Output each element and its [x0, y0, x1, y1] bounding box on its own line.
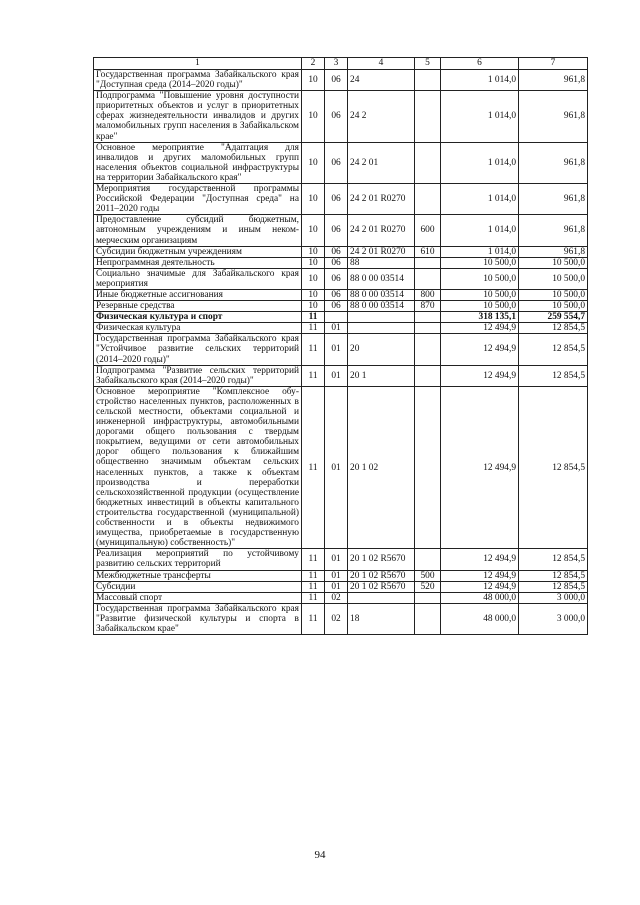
- column-header: 3: [325, 58, 348, 70]
- row-name-cell: Основное мероприятие "Адаптация для инвалидов и других маломобильных групп населения объектов социальной инфраструктуры на территории Забайкальского края": [94, 142, 302, 183]
- page-number: 94: [314, 849, 326, 861]
- expense-type-cell: [415, 365, 441, 386]
- section-code-cell: 10: [302, 91, 325, 142]
- column-header: 6: [441, 58, 519, 70]
- row-name-cell: Резервные средства: [94, 301, 302, 312]
- expense-type-cell: 500: [415, 570, 441, 581]
- amount-col7-cell: 12 854,5: [519, 549, 588, 570]
- target-article-cell: 24 2: [348, 91, 415, 142]
- section-code-cell: 10: [302, 246, 325, 257]
- amount-col7-cell: 12 854,5: [519, 323, 588, 334]
- amount-col6-cell: 48 000,0: [441, 592, 519, 603]
- budget-table: [93, 57, 588, 635]
- expense-type-cell: [415, 603, 441, 634]
- target-article-cell: 20 1: [348, 365, 415, 386]
- expense-type-cell: [415, 184, 441, 215]
- subsection-code-cell: [325, 312, 348, 323]
- column-header: 1: [94, 58, 302, 70]
- table-row: [94, 549, 588, 570]
- subsection-code-cell: 06: [325, 70, 348, 91]
- table-row: [94, 70, 588, 91]
- row-name-cell: Субсидии бюджетным учреждениям: [94, 246, 302, 257]
- expense-type-cell: 800: [415, 289, 441, 300]
- subsection-code-cell: 01: [325, 323, 348, 334]
- expense-type-cell: [415, 257, 441, 268]
- amount-col6-cell: 10 500,0: [441, 268, 519, 289]
- amount-col6-cell: 12 494,9: [441, 549, 519, 570]
- section-code-cell: 11: [302, 603, 325, 634]
- amount-col6-cell: 12 494,9: [441, 386, 519, 549]
- target-article-cell: 24: [348, 70, 415, 91]
- target-article-cell: 18: [348, 603, 415, 634]
- table-body: [94, 70, 588, 635]
- amount-col7-cell: 259 554,7: [519, 312, 588, 323]
- row-name-cell: Иные бюджетные ассигнования: [94, 289, 302, 300]
- amount-col6-cell: 48 000,0: [441, 603, 519, 634]
- amount-col7-cell: 961,8: [519, 184, 588, 215]
- section-code-cell: 10: [302, 70, 325, 91]
- target-article-cell: 88: [348, 257, 415, 268]
- expense-type-cell: [415, 592, 441, 603]
- section-code-cell: 11: [302, 323, 325, 334]
- subsection-code-cell: 06: [325, 184, 348, 215]
- subsection-code-cell: 01: [325, 570, 348, 581]
- target-article-cell: 24 2 01: [348, 142, 415, 183]
- subsection-code-cell: 02: [325, 603, 348, 634]
- row-name-cell: Непрограммная деятельность: [94, 257, 302, 268]
- amount-col7-cell: 12 854,5: [519, 365, 588, 386]
- subsection-code-cell: 02: [325, 592, 348, 603]
- table-row: [94, 257, 588, 268]
- expense-type-cell: [415, 142, 441, 183]
- table-row: [94, 91, 588, 142]
- table-row: [94, 142, 588, 183]
- row-name-cell: Основное мероприятие "Комплексное обустройство населенных пунктов, расположенных в сельской местности, объектами социальной и инженерной инфраструктуры, автомобильными дорогами общего пользования с твердым покрытием, ведущими от сети автомобильных дорог общего пользования к ближайшим общественно значимым объектам сельских населенных пунктов, а также к объектам производства и переработки сельскохозяйственной продукции (осуществление бюджетных инвестиций в объекты капитального строительства государственной (муниципальной) собственности и в объекты недвижимого имущества, приобретаемые в государственную (муниципальную) собственность)": [94, 386, 302, 549]
- amount-col6-cell: 1 014,0: [441, 142, 519, 183]
- section-code-cell: 11: [302, 592, 325, 603]
- table-row: [94, 268, 588, 289]
- expense-type-cell: [415, 268, 441, 289]
- table-row: [94, 334, 588, 365]
- amount-col7-cell: 961,8: [519, 70, 588, 91]
- amount-col7-cell: 12 854,5: [519, 570, 588, 581]
- target-article-cell: 24 2 01 R0270: [348, 215, 415, 246]
- amount-col6-cell: 1 014,0: [441, 70, 519, 91]
- target-article-cell: [348, 312, 415, 323]
- amount-col7-cell: 12 854,5: [519, 581, 588, 592]
- target-article-cell: 88 0 00 03514: [348, 301, 415, 312]
- subsection-code-cell: 01: [325, 549, 348, 570]
- section-code-cell: 10: [302, 301, 325, 312]
- section-code-cell: 10: [302, 142, 325, 183]
- amount-col7-cell: 961,8: [519, 246, 588, 257]
- table-row: [94, 184, 588, 215]
- subsection-code-cell: 06: [325, 268, 348, 289]
- section-code-cell: 10: [302, 289, 325, 300]
- amount-col7-cell: 10 500,0: [519, 289, 588, 300]
- section-code-cell: 10: [302, 268, 325, 289]
- amount-col6-cell: 1 014,0: [441, 246, 519, 257]
- table-row: [94, 215, 588, 246]
- amount-col6-cell: 12 494,9: [441, 570, 519, 581]
- table-row: [94, 301, 588, 312]
- subsection-code-cell: 01: [325, 365, 348, 386]
- section-code-cell: 11: [302, 365, 325, 386]
- target-article-cell: 20 1 02 R5670: [348, 581, 415, 592]
- section-code-cell: 11: [302, 581, 325, 592]
- amount-col6-cell: 318 135,1: [441, 312, 519, 323]
- section-code-cell: 11: [302, 334, 325, 365]
- table-row: [94, 323, 588, 334]
- section-code-cell: 10: [302, 257, 325, 268]
- row-name-cell: Массовый спорт: [94, 592, 302, 603]
- amount-col7-cell: 12 854,5: [519, 386, 588, 549]
- row-name-cell: Социально значимые для Забайкальского края мероприятия: [94, 268, 302, 289]
- subsection-code-cell: 06: [325, 246, 348, 257]
- amount-col7-cell: 961,8: [519, 215, 588, 246]
- section-code-cell: 11: [302, 312, 325, 323]
- amount-col6-cell: 10 500,0: [441, 257, 519, 268]
- subsection-code-cell: 06: [325, 142, 348, 183]
- table-row: [94, 289, 588, 300]
- table-row: [94, 246, 588, 257]
- target-article-cell: 24 2 01 R0270: [348, 184, 415, 215]
- target-article-cell: 24 2 01 R0270: [348, 246, 415, 257]
- target-article-cell: [348, 592, 415, 603]
- table-row: [94, 570, 588, 581]
- amount-col6-cell: 12 494,9: [441, 334, 519, 365]
- amount-col7-cell: 10 500,0: [519, 268, 588, 289]
- row-name-cell: Государственная программа Забайкальского края "Развитие физической культуры и спорта в Забайкальском крае": [94, 603, 302, 634]
- amount-col6-cell: 10 500,0: [441, 289, 519, 300]
- row-name-cell: Субсидии: [94, 581, 302, 592]
- target-article-cell: 20 1 02: [348, 386, 415, 549]
- target-article-cell: 20 1 02 R5670: [348, 549, 415, 570]
- expense-type-cell: 520: [415, 581, 441, 592]
- table-row: [94, 581, 588, 592]
- column-header: 7: [519, 58, 588, 70]
- amount-col7-cell: 12 854,5: [519, 334, 588, 365]
- amount-col7-cell: 3 000,0: [519, 592, 588, 603]
- expense-type-cell: 870: [415, 301, 441, 312]
- subsection-code-cell: 01: [325, 334, 348, 365]
- subsection-code-cell: 06: [325, 91, 348, 142]
- amount-col7-cell: 10 500,0: [519, 257, 588, 268]
- expense-type-cell: 610: [415, 246, 441, 257]
- row-name-cell: Физическая культура: [94, 323, 302, 334]
- row-name-cell: Предоставление субсидий бюджетным, автономным учреждениям и иным некоммерческим организациям: [94, 215, 302, 246]
- amount-col7-cell: 3 000,0: [519, 603, 588, 634]
- target-article-cell: [348, 323, 415, 334]
- table-row: [94, 365, 588, 386]
- column-header: 2: [302, 58, 325, 70]
- column-header: 5: [415, 58, 441, 70]
- expense-type-cell: [415, 323, 441, 334]
- amount-col7-cell: 961,8: [519, 91, 588, 142]
- table-row: [94, 603, 588, 634]
- row-name-cell: Физическая культура и спорт: [94, 312, 302, 323]
- amount-col6-cell: 12 494,9: [441, 581, 519, 592]
- expense-type-cell: [415, 91, 441, 142]
- expense-type-cell: [415, 70, 441, 91]
- subsection-code-cell: 06: [325, 289, 348, 300]
- subsection-code-cell: 06: [325, 301, 348, 312]
- row-name-cell: Подпрограмма "Развитие сельских территорий Забайкальского края (2014–2020 годы)": [94, 365, 302, 386]
- target-article-cell: 88 0 00 03514: [348, 289, 415, 300]
- amount-col7-cell: 10 500,0: [519, 301, 588, 312]
- expense-type-cell: [415, 549, 441, 570]
- expense-type-cell: [415, 334, 441, 365]
- amount-col6-cell: 1 014,0: [441, 91, 519, 142]
- row-name-cell: Государственная программа Забайкальского края "Доступная среда (2014–2020 годы)": [94, 70, 302, 91]
- row-name-cell: Межбюджетные трансферты: [94, 570, 302, 581]
- table-row: [94, 386, 588, 549]
- subsection-code-cell: 01: [325, 386, 348, 549]
- row-name-cell: Реализация мероприятий по устойчивому развитию сельских территорий: [94, 549, 302, 570]
- section-code-cell: 11: [302, 570, 325, 581]
- row-name-cell: Мероприятия государственной программы Российской Федерации "Доступная среда" на 2011–2020 годы: [94, 184, 302, 215]
- target-article-cell: 20: [348, 334, 415, 365]
- target-article-cell: 20 1 02 R5670: [348, 570, 415, 581]
- row-name-cell: Подпрограмма "Повышение уровня доступности приоритетных объектов и услуг в приоритетных сферах жизнедеятельности инвалидов и других маломобильных групп населения в Забайкальском крае": [94, 91, 302, 142]
- amount-col6-cell: 10 500,0: [441, 301, 519, 312]
- amount-col6-cell: 1 014,0: [441, 184, 519, 215]
- section-code-cell: 11: [302, 386, 325, 549]
- subsection-code-cell: 06: [325, 257, 348, 268]
- expense-type-cell: 600: [415, 215, 441, 246]
- section-code-cell: 10: [302, 184, 325, 215]
- amount-col7-cell: 961,8: [519, 142, 588, 183]
- amount-col6-cell: 12 494,9: [441, 323, 519, 334]
- row-name-cell: Государственная программа Забайкальского края "Устойчивое развитие сельских территорий (2014–2020 годы)": [94, 334, 302, 365]
- amount-col6-cell: 1 014,0: [441, 215, 519, 246]
- subsection-code-cell: 06: [325, 215, 348, 246]
- section-code-cell: 10: [302, 215, 325, 246]
- amount-col6-cell: 12 494,9: [441, 365, 519, 386]
- expense-type-cell: [415, 312, 441, 323]
- column-header: 4: [348, 58, 415, 70]
- target-article-cell: 88 0 00 03514: [348, 268, 415, 289]
- header-row: [94, 58, 588, 70]
- table-row: [94, 312, 588, 323]
- subsection-code-cell: 01: [325, 581, 348, 592]
- expense-type-cell: [415, 386, 441, 549]
- table-row: [94, 592, 588, 603]
- section-code-cell: 11: [302, 549, 325, 570]
